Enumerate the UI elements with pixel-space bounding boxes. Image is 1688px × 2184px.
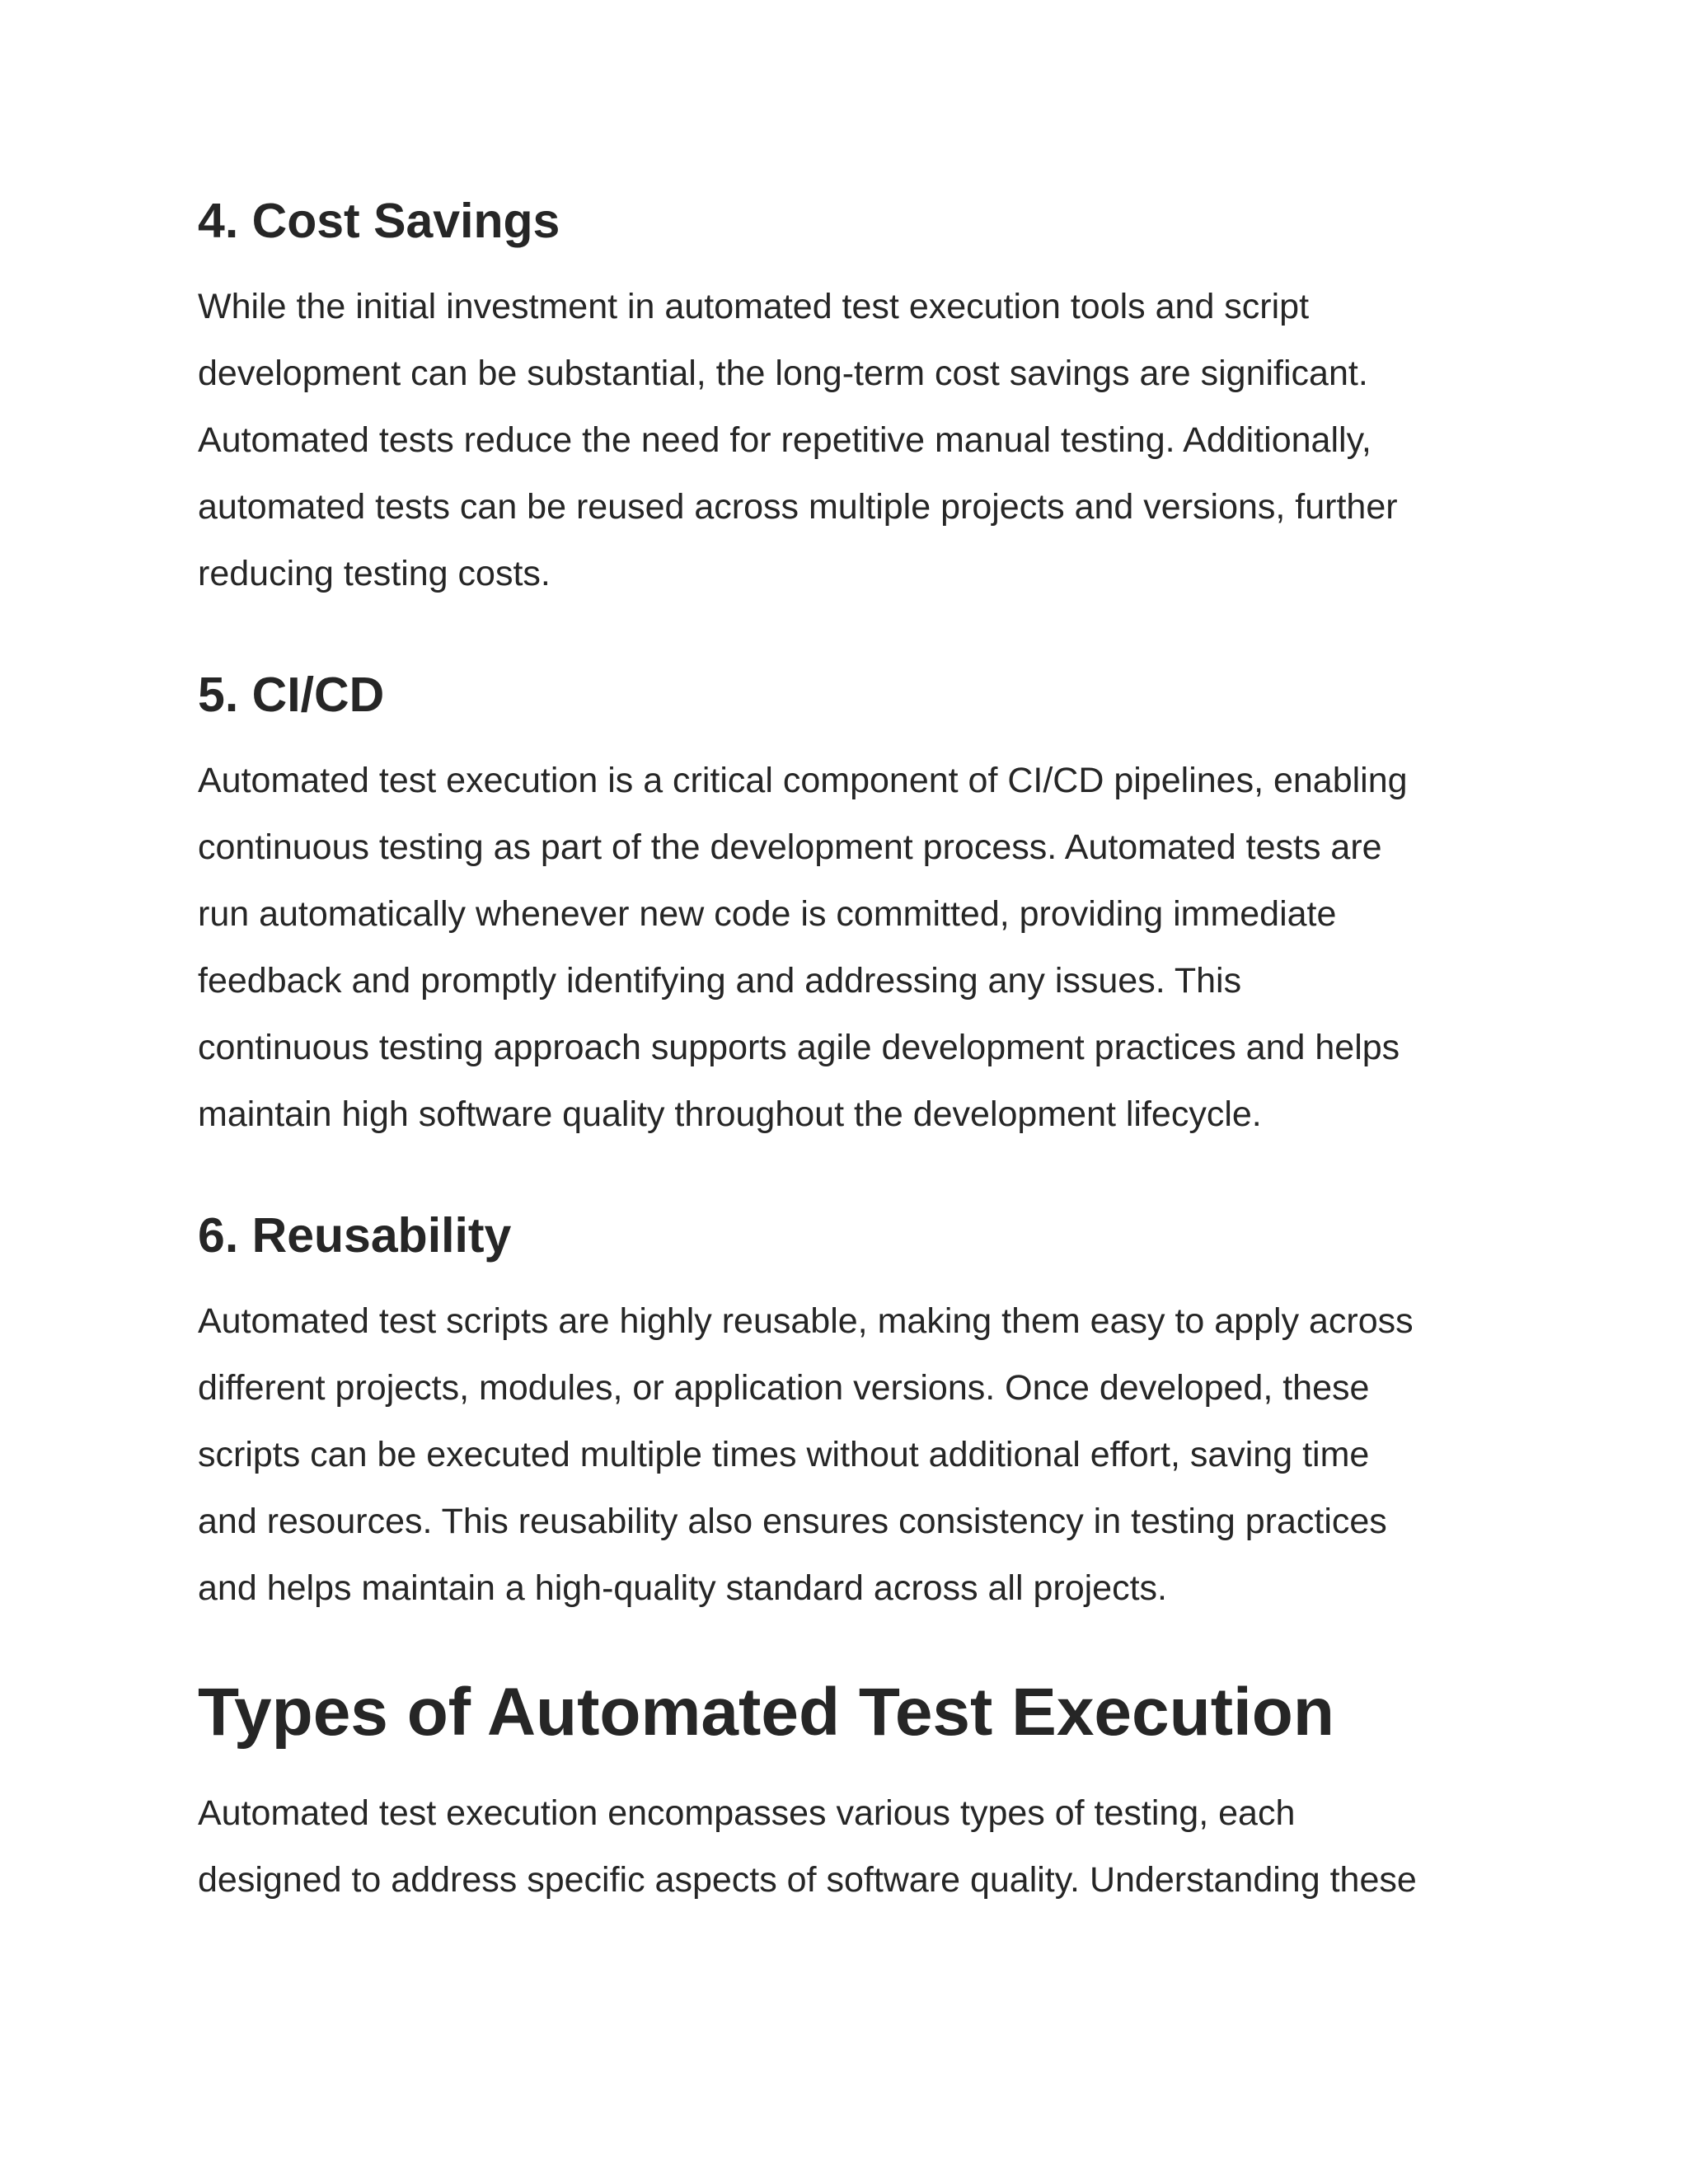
text-line: different projects, modules, or application versions. Once developed, these (198, 1368, 1370, 1408)
text-line: Automated test scripts are highly reusable, making them easy to apply across (198, 1301, 1414, 1341)
text-line: While the initial investment in automated test execution tools and script (198, 287, 1310, 326)
text-line: and helps maintain a high-quality standard across all projects. (198, 1568, 1167, 1608)
text-line: maintain high software quality throughout the development lifecycle. (198, 1094, 1262, 1134)
paragraph-cost-savings (198, 274, 1517, 607)
text-line: Automated tests reduce the need for repetitive manual testing. Additionally, (198, 420, 1372, 460)
text-line: and resources. This reusability also ensures consistency in testing practices (198, 1502, 1387, 1541)
section-heading-cost-savings: 4. Cost Savings (198, 194, 560, 248)
text-line: Automated test execution is a critical component of CI/CD pipelines, enabling (198, 761, 1408, 800)
text-line: continuous testing approach supports agile development practices and helps (198, 1028, 1400, 1067)
text-line: feedback and promptly identifying and addressing any issues. This (198, 961, 1242, 1001)
text-line: Automated test execution encompasses various types of testing, each (198, 1793, 1296, 1833)
text-line: continuous testing as part of the development process. Automated tests are (198, 827, 1382, 867)
section-heading-reusability: 6. Reusability (198, 1208, 512, 1263)
section-heading-types: Types of Automated Test Execution (198, 1675, 1334, 1750)
paragraph-reusability (198, 1288, 1517, 1622)
text-line: run automatically whenever new code is committed, providing immediate (198, 894, 1337, 934)
section-heading-ci-cd: 5. CI/CD (198, 668, 385, 722)
paragraph-ci-cd (198, 748, 1517, 1148)
document-content (198, 191, 1517, 1914)
text-line: designed to address specific aspects of software quality. Understanding these (198, 1860, 1417, 1900)
paragraph-types-intro (198, 1780, 1517, 1914)
text-line: automated tests can be reused across multiple projects and versions, further (198, 487, 1398, 527)
text-line: reducing testing costs. (198, 554, 551, 593)
text-line: development can be substantial, the long-term cost savings are significant. (198, 354, 1368, 393)
text-line: scripts can be executed multiple times without additional effort, saving time (198, 1435, 1370, 1474)
